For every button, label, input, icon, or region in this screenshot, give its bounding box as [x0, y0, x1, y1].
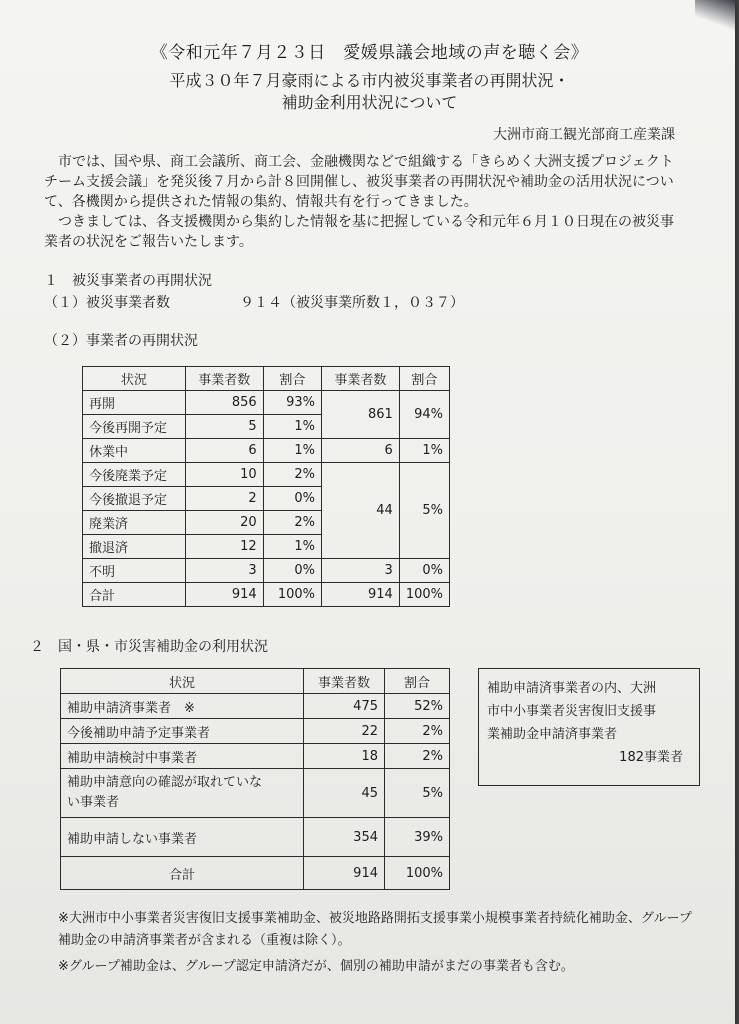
- row-label: [61, 769, 304, 818]
- col-header-count: 事業者数: [304, 669, 385, 694]
- group-pct: 100%: [399, 583, 449, 607]
- sidebox-line1: 補助申請済事業者の内、大洲: [487, 681, 657, 696]
- row-label: 合計: [83, 583, 186, 607]
- sidebox-count: 182事業者: [619, 750, 683, 765]
- section1-heading: １ 被災事業者の再開状況: [44, 273, 212, 289]
- table-row: [83, 559, 450, 583]
- col-header-count: 事業者数: [185, 367, 263, 391]
- row-pct: 52%: [385, 694, 450, 719]
- row-count: 12: [185, 535, 263, 559]
- col-header-group-pct: 割合: [399, 367, 449, 391]
- col-header-pct: 割合: [263, 367, 321, 391]
- row-count: 2: [185, 487, 263, 511]
- col-header-status: 状況: [61, 669, 304, 694]
- sidebox-line3: 業補助金申請済事業者: [487, 727, 618, 742]
- row-count: 10: [185, 463, 263, 487]
- group-count: 6: [322, 439, 400, 463]
- table-row: [83, 391, 450, 415]
- row-count: 6: [185, 439, 263, 463]
- row-count: 3: [185, 559, 263, 583]
- footnote-1: ※大洲市中小事業者災害復旧支援事業補助金、被災地路路開拓支援事業小規模事業者持続化補助金、グループ補助金の申請済事業者が含まれる（重複は除く）。: [58, 911, 692, 948]
- row-pct: 1%: [263, 439, 321, 463]
- row-pct: 100%: [263, 583, 321, 607]
- table-total-row: [83, 583, 450, 607]
- row-pct: 1%: [263, 535, 321, 559]
- row-pct: 39%: [385, 818, 450, 857]
- row-pct: 2%: [263, 463, 321, 487]
- row-label: 再開: [83, 391, 186, 415]
- row-label: 撤退済: [83, 535, 186, 559]
- row-pct: 100%: [385, 857, 450, 890]
- table-row: [61, 769, 450, 818]
- document-subtitle-line1: 平成３０年７月豪雨による市内被災事業者の再開状況・: [169, 71, 570, 90]
- row-label: 今後廃業予定: [83, 463, 186, 487]
- intro-text: [44, 152, 684, 252]
- row-label: 休業中: [83, 439, 186, 463]
- row-label: 今後補助申請予定事業者: [61, 719, 304, 744]
- subsidy-usage-table: [60, 668, 450, 890]
- row-count: 856: [185, 391, 263, 415]
- section1-sub2: （２）事業者の再開状況: [44, 333, 198, 349]
- row-label: 不明: [83, 559, 186, 583]
- sub1-value: ９１４（被災事業所数１，０３７）: [240, 295, 464, 311]
- row-pct: 2%: [385, 744, 450, 769]
- row-count: 45: [304, 769, 385, 818]
- row-pct: 2%: [385, 719, 450, 744]
- row-count: 354: [304, 818, 385, 857]
- table-row: [61, 719, 450, 744]
- row-pct: 1%: [263, 415, 321, 439]
- row-count: 22: [304, 719, 385, 744]
- col-header-pct: 割合: [385, 669, 450, 694]
- table-row: [61, 694, 450, 719]
- group-pct: 0%: [399, 559, 449, 583]
- row-label-line1: 補助申請意向の確認が取れていな: [67, 775, 263, 790]
- group-count: 3: [322, 559, 400, 583]
- group-count: 861: [322, 391, 400, 439]
- col-header-group-count: 事業者数: [322, 367, 400, 391]
- group-count: 914: [322, 583, 400, 607]
- row-pct: 5%: [385, 769, 450, 818]
- footnote-2: ※グループ補助金は、グループ認定申請済だが、個別の補助申請がまだの事業者も含む。: [58, 959, 574, 974]
- department-name: 大洲市商工観光部商工産業課: [493, 127, 675, 143]
- table-row: [83, 463, 450, 487]
- group-pct: 1%: [399, 439, 449, 463]
- row-pct: 93%: [263, 391, 321, 415]
- row-label: 補助申請済事業者 ※: [61, 694, 304, 719]
- intro-paragraph-1: 市では、国や県、商工会議所、商工会、金融機関などで組織する「きらめく大洲支援プロジェクトチーム支援会議」を発災後７月から計８回開催し、被災事業者の再開状況や補助金の活用状況について、各機関から提供された情報の集約、情報共有を行ってきました。: [44, 154, 674, 210]
- intro-paragraph-2: つきましては、各支援機関から集約した情報を基に把握している令和元年６月１０日現在の被災事業者の状況をご報告いたします。: [44, 214, 674, 250]
- footnotes: [58, 908, 698, 982]
- row-label: 補助申請しない事業者: [61, 818, 304, 857]
- table-row: [61, 744, 450, 769]
- table-header-row: [83, 367, 450, 391]
- ozu-subsidy-sidebox: [478, 668, 700, 786]
- row-label: 廃業済: [83, 511, 186, 535]
- row-count: 5: [185, 415, 263, 439]
- table-row: [83, 439, 450, 463]
- row-label: 今後再開予定: [83, 415, 186, 439]
- sidebox-line2: 市中小事業者災害復旧支援事: [487, 704, 657, 719]
- table-total-row: [61, 857, 450, 890]
- row-count: 914: [304, 857, 385, 890]
- col-header-status: 状況: [83, 367, 186, 391]
- section1-sub1: [44, 292, 464, 312]
- document-title: 《令和元年７月２３日 愛媛県議会地域の声を聴く会》: [150, 43, 589, 63]
- group-pct: 94%: [399, 391, 449, 439]
- row-count: 914: [185, 583, 263, 607]
- row-pct: 2%: [263, 511, 321, 535]
- reopening-status-table: [82, 366, 450, 607]
- row-pct: 0%: [263, 559, 321, 583]
- row-label-line2: い事業者: [67, 795, 120, 810]
- table-row: [61, 818, 450, 857]
- row-label: 補助申請検討中事業者: [61, 744, 304, 769]
- row-count: 475: [304, 694, 385, 719]
- group-pct: 5%: [399, 463, 449, 559]
- sub1-label: （１）被災事業者数: [44, 295, 170, 311]
- row-label: 合計: [61, 857, 304, 890]
- section2-heading: ２ 国・県・市災害補助金の利用状況: [30, 639, 268, 655]
- row-count: 20: [185, 511, 263, 535]
- table-header-row: [61, 669, 450, 694]
- row-pct: 0%: [263, 487, 321, 511]
- group-count: 44: [322, 463, 400, 559]
- row-label: 今後撤退予定: [83, 487, 186, 511]
- row-count: 18: [304, 744, 385, 769]
- document-subtitle-line2: 補助金利用状況について: [281, 93, 458, 112]
- page-corner-shadow: [695, 0, 735, 30]
